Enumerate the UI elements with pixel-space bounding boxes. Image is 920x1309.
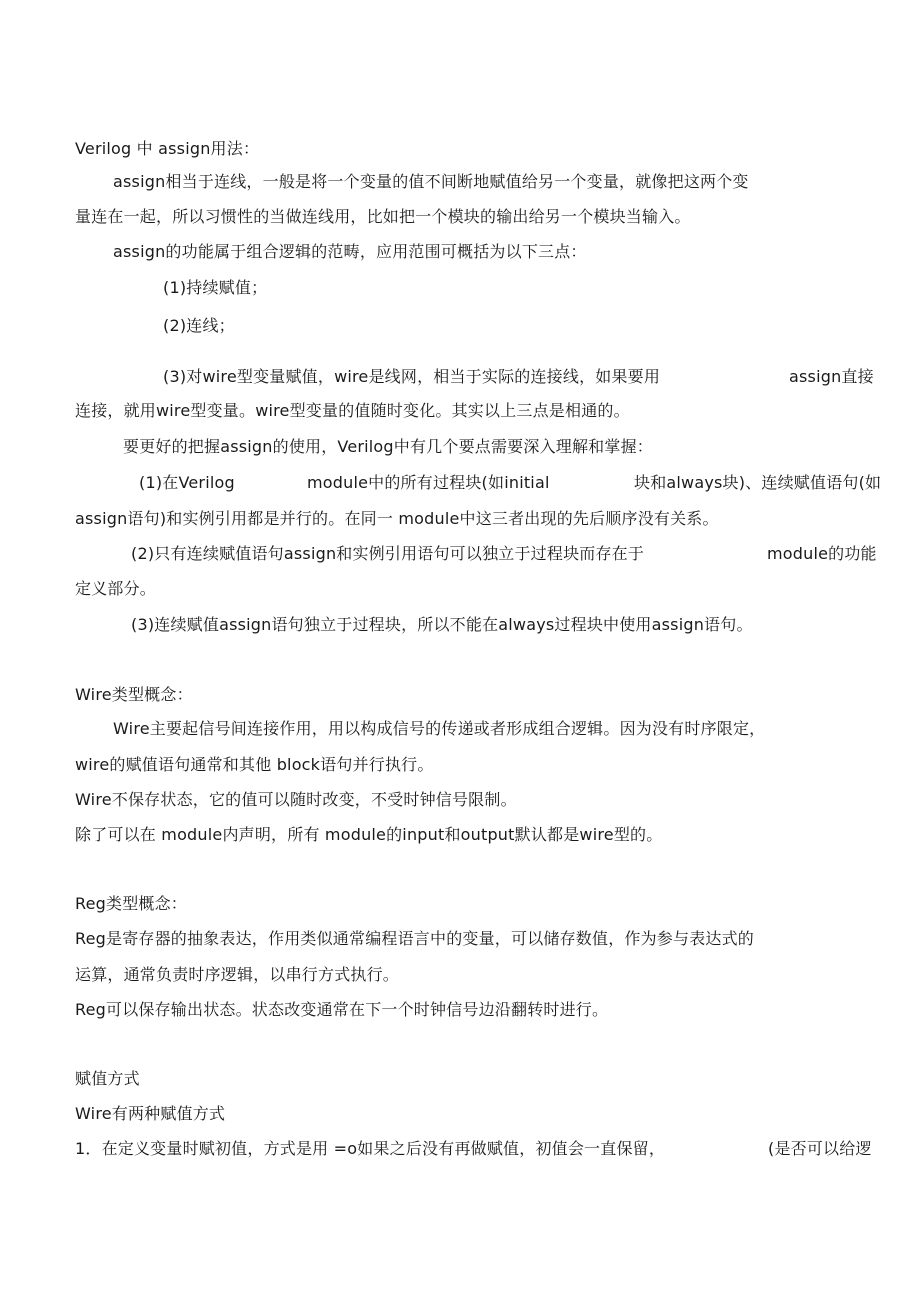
assign-point-3: (3)连续赋值assign语句独立于过程块，所以不能在always过程块中使用assign语句。 bbox=[131, 615, 753, 634]
assign-paragraph-1-line-1: assign相当于连线，一般是将一个变量的值不间断地赋值给另一个变量，就像把这两个变 bbox=[113, 172, 749, 191]
assign-point-1-line-2: assign语句)和实例引用都是并行的。在同一 module中这三者出现的先后顺序没有关系。 bbox=[75, 509, 719, 528]
assign-point-1-line-1-part-3: 块和always块)、连续赋值语句(如 bbox=[634, 473, 882, 492]
wire-mode-1-part-1: 1．在定义变量时赋初值，方式是用 =o如果之后没有再做赋值，初值会一直保留， bbox=[75, 1139, 666, 1158]
assign-item-3-line-2: 连接，就用wire型变量。wire型变量的值随时变化。其实以上三点是相通的。 bbox=[75, 401, 630, 420]
reg-paragraph-2: Reg可以保存输出状态。状态改变通常在下一个时钟信号边沿翻转时进行。 bbox=[75, 1000, 609, 1019]
reg-paragraph-1-line-1: Reg是寄存器的抽象表达，作用类似通常编程语言中的变量，可以储存数值，作为参与表达式的 bbox=[75, 929, 754, 948]
assign-point-2-line-2: 定义部分。 bbox=[75, 579, 157, 598]
wire-heading: Wire类型概念： bbox=[75, 685, 193, 704]
assign-point-1-line-1-part-1: (1)在Verilog bbox=[139, 473, 235, 492]
assign-item-3-line-1-part-1: (3)对wire型变量赋值，wire是线网，相当于实际的连接线，如果要用 bbox=[163, 367, 661, 386]
assign-paragraph-3: 要更好的把握assign的使用，Verilog中有几个要点需要深入理解和掌握： bbox=[123, 437, 653, 456]
reg-paragraph-1-line-2: 运算，通常负责时序逻辑，以串行方式执行。 bbox=[75, 965, 400, 984]
assign-point-2-line-1-part-2: module的功能 bbox=[767, 544, 877, 563]
assign-point-1-line-1-part-2: module中的所有过程块(如initial bbox=[307, 473, 550, 492]
assign-paragraph-1-line-2: 量连在一起，所以习惯性的当做连线用，比如把一个模块的输出给另一个模块当输入。 bbox=[75, 207, 691, 226]
assign-point-2-line-1-part-1: (2)只有连续赋值语句assign和实例引用语句可以独立于过程块而存在于 bbox=[131, 544, 645, 563]
wire-paragraph-1-line-2: wire的赋值语句通常和其他 block语句并行执行。 bbox=[75, 755, 434, 774]
assign-item-3-line-1-part-2: assign直接 bbox=[789, 367, 874, 386]
wire-modes-line: Wire有两种赋值方式 bbox=[75, 1104, 226, 1123]
assign-mode-heading: 赋值方式 bbox=[75, 1069, 140, 1088]
wire-paragraph-3: 除了可以在 module内声明，所有 module的input和output默认都是wire型的。 bbox=[75, 825, 663, 844]
assign-paragraph-2: assign的功能属于组合逻辑的范畴，应用范围可概括为以下三点： bbox=[113, 242, 587, 261]
assign-item-1: (1)持续赋值； bbox=[163, 278, 268, 297]
reg-heading: Reg类型概念： bbox=[75, 894, 187, 913]
wire-paragraph-2: Wire不保存状态，它的值可以随时改变，不受时钟信号限制。 bbox=[75, 790, 517, 809]
assign-heading: Verilog 中 assign用法： bbox=[75, 139, 260, 158]
wire-mode-1-part-2: (是否可以给逻 bbox=[768, 1139, 872, 1158]
wire-paragraph-1-line-1: Wire主要起信号间连接作用，用以构成信号的传递或者形成组合逻辑。因为没有时序限定， bbox=[113, 719, 766, 738]
assign-item-2: (2)连线； bbox=[163, 316, 235, 335]
